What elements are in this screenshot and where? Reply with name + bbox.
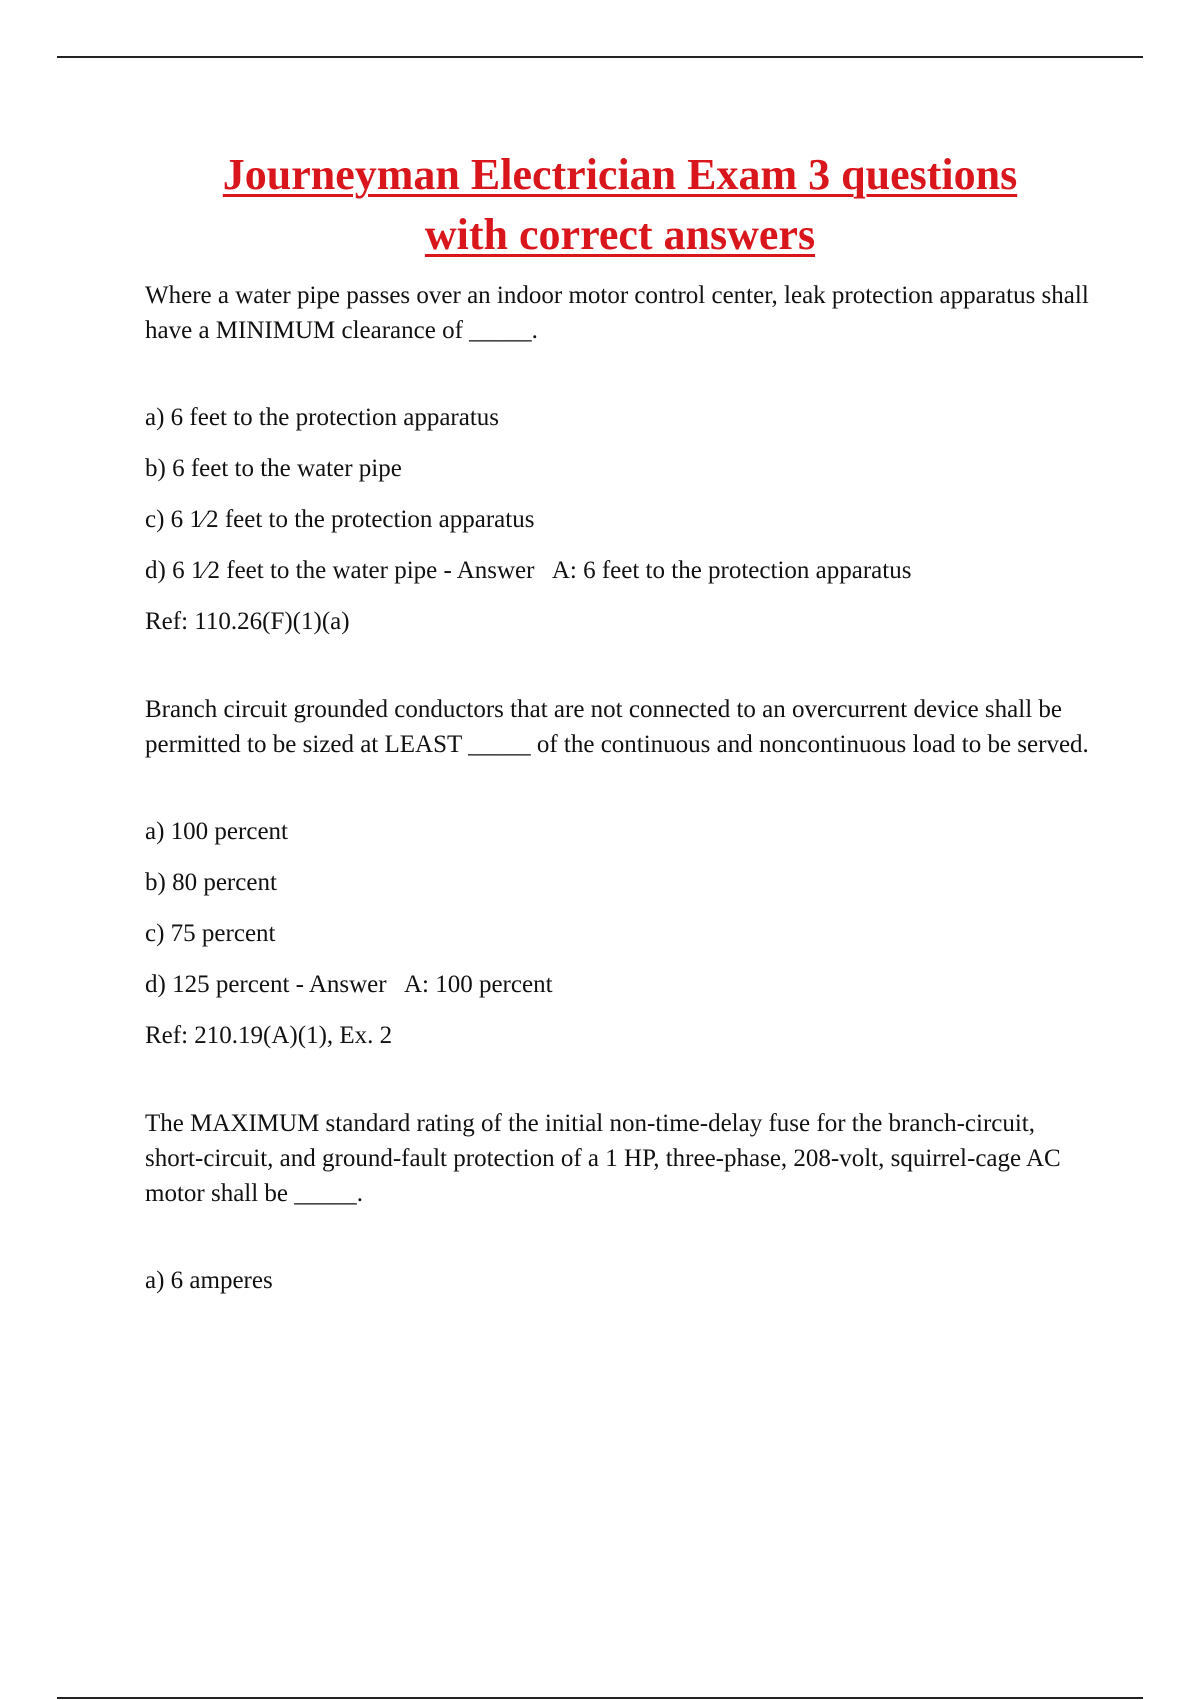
page-title-line-2: with correct answers [424, 210, 816, 259]
answer-option-c: c) 75 percent [145, 920, 276, 947]
answer-option-a: a) 6 feet to the protection apparatus [145, 404, 500, 431]
question-text: Branch circuit grounded conductors that are not connected to an overcurrent device shall be permitted to be sized at LEAST _____ of the continuous and noncontinuous load to be served. [145, 696, 1089, 758]
bottom-rule [57, 1697, 1143, 1699]
answer-option-a: a) 6 amperes [145, 1267, 273, 1294]
question-block-3 [145, 1106, 1095, 1298]
answer-option-b: b) 80 percent [145, 869, 277, 896]
reference-text: Ref: 210.19(A)(1), Ex. 2 [145, 1022, 393, 1049]
question-text: The MAXIMUM standard rating of the initial non-time-delay fuse for the branch-circuit, short-circuit, and ground-fault protection of a 1 HP, three-phase, 208-volt, squirrel-cage AC motor shall be _____. [145, 1110, 1061, 1207]
answer-option-d: d) 6 1⁄2 feet to the water pipe - Answer A: 6 feet to the protection apparatus [145, 557, 912, 584]
answer-option-b: b) 6 feet to the water pipe [145, 455, 402, 482]
document-body [145, 278, 1095, 1314]
answer-option-c: c) 6 1⁄2 feet to the protection apparatus [145, 506, 535, 533]
reference-text: Ref: 110.26(F)(1)(a) [145, 608, 350, 635]
question-block-2 [145, 692, 1095, 1053]
answer-option-d: d) 125 percent - Answer A: 100 percent [145, 971, 553, 998]
top-rule [57, 56, 1143, 58]
question-block-1 [145, 278, 1095, 639]
question-text: Where a water pipe passes over an indoor motor control center, leak protection apparatus shall have a MINIMUM clearance of _____. [145, 282, 1089, 344]
answer-option-a: a) 100 percent [145, 818, 288, 845]
page-title-line-1: Journeyman Electrician Exam 3 questions [222, 150, 1018, 199]
